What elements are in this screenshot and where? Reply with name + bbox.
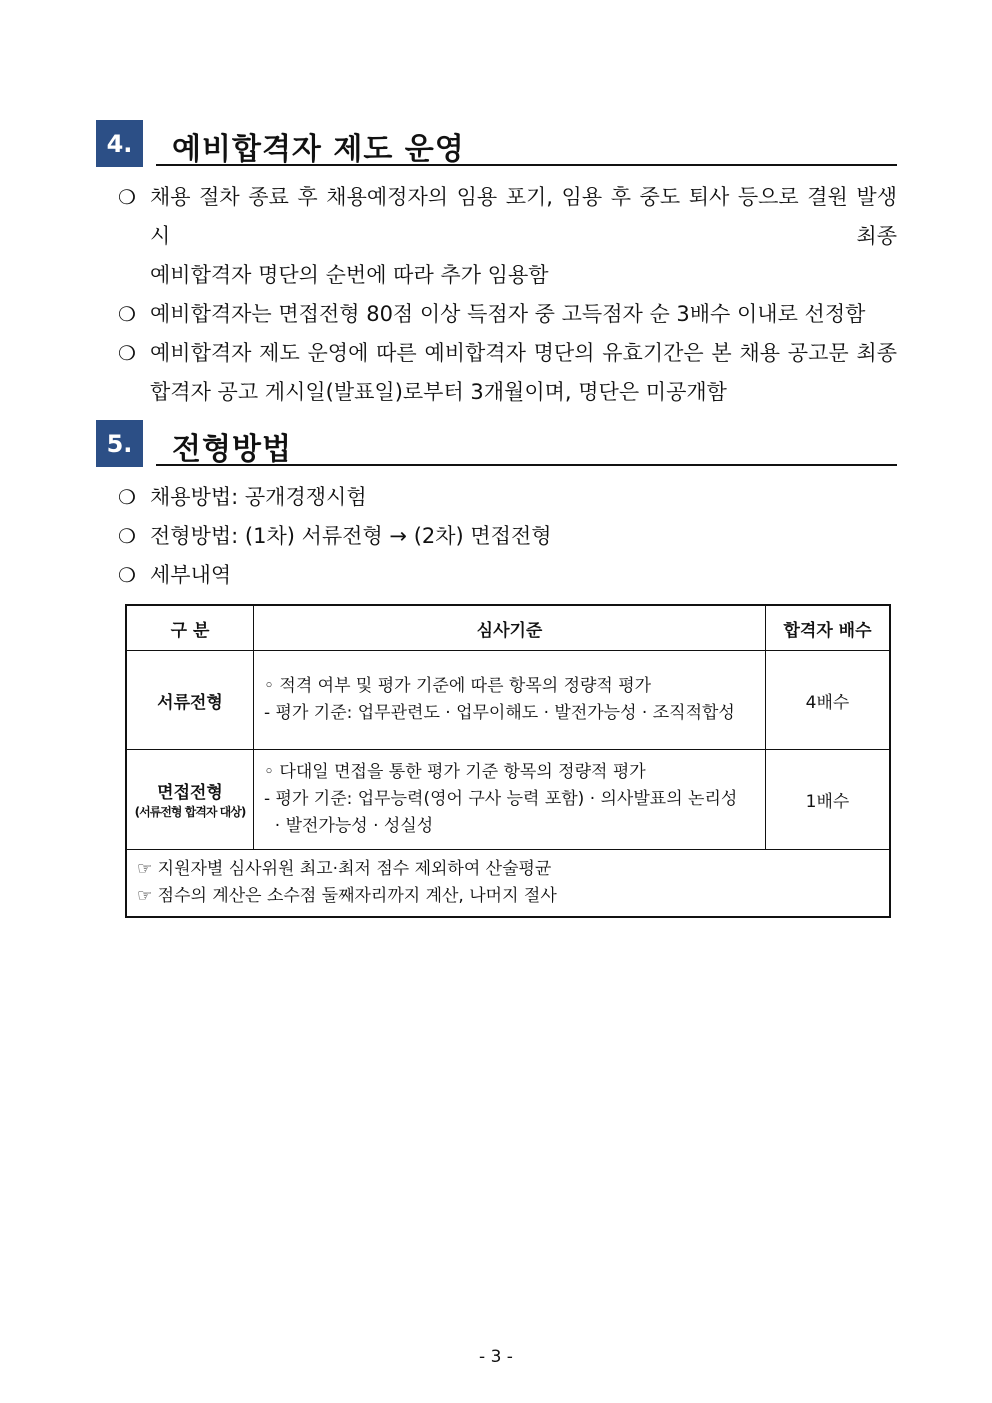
item-text: 채용 절차 종료 후 채용예정자의 임용 포기, 임용 후 중도 퇴사 등으로 결원 발생 시 최종	[150, 185, 897, 248]
ratio-cell: 1배수	[766, 750, 891, 850]
bullet-icon: ❍	[118, 185, 136, 209]
section-5	[96, 420, 897, 587]
item-text: 예비합격자는 면접전형 80점 이상 득점자 중 고득점자 순 3배수 이내로 선정함	[150, 302, 866, 326]
criteria-line: · 발전가능성 · 성실성	[264, 816, 434, 836]
note-line: ☞ 점수의 계산은 소수점 둘째자리까지 계산, 나머지 절사	[137, 886, 557, 906]
bullet-icon: ❍	[118, 302, 136, 326]
list-item	[96, 517, 897, 556]
item-text: 합격자 공고 게시일(발표일)로부터 3개월이며, 명단은 미공개함	[150, 380, 727, 404]
note-line: ☞ 지원자별 심사위원 최고·최저 점수 제외하여 산술평균	[137, 859, 552, 879]
heading-underline	[156, 164, 897, 166]
criteria-table	[125, 604, 891, 918]
category-cell	[126, 750, 254, 850]
list-item	[96, 178, 897, 295]
criteria-line: ◦ 다대일 면접을 통한 평가 기준 항목의 정량적 평가	[264, 762, 646, 782]
category-cell	[126, 651, 254, 750]
criteria-line: - 평가 기준: 업무능력(영어 구사 능력 포함) · 의사발표의 논리성	[264, 789, 738, 809]
column-header: 합격자 배수	[766, 605, 891, 651]
notes-cell	[126, 850, 890, 918]
bullet-icon: ❍	[118, 485, 136, 509]
notes-row	[126, 850, 890, 918]
bullet-icon: ❍	[118, 341, 136, 365]
page-number: - 3 -	[479, 1347, 513, 1367]
list-item	[96, 334, 897, 412]
category-label: 면접전형	[157, 783, 223, 803]
section-title: 전형방법	[172, 432, 292, 467]
column-header: 구 분	[126, 605, 254, 651]
list-item	[96, 556, 897, 595]
item-text: 예비합격자 명단의 순번에 따라 추가 임용함	[150, 263, 549, 287]
table-header-row	[126, 605, 890, 651]
category-sublabel: (서류전형 합격자 대상)	[134, 805, 246, 819]
list-item	[96, 478, 897, 517]
section-4	[96, 120, 897, 404]
bullet-icon: ❍	[118, 524, 136, 548]
criteria-cell	[254, 651, 766, 750]
section-title: 예비합격자 제도 운영	[172, 132, 465, 167]
item-text: 전형방법: (1차) 서류전형 → (2차) 면접전형	[150, 524, 552, 548]
column-header: 심사기준	[254, 605, 766, 651]
ratio-cell: 4배수	[766, 651, 891, 750]
criteria-line: ◦ 적격 여부 및 평가 기준에 따른 항목의 정량적 평가	[264, 676, 652, 696]
criteria-cell	[254, 750, 766, 850]
section-number: 5.	[96, 420, 143, 467]
heading-underline	[156, 464, 897, 466]
section-4-heading	[96, 120, 897, 168]
item-text: 세부내역	[150, 563, 232, 587]
section-5-heading	[96, 420, 897, 468]
table-row	[126, 750, 890, 850]
bullet-icon: ❍	[118, 563, 136, 587]
section-number: 4.	[96, 120, 143, 167]
item-text: 채용방법: 공개경쟁시험	[150, 485, 367, 509]
table-row	[126, 651, 890, 750]
criteria-line: - 평가 기준: 업무관련도 · 업무이해도 · 발전가능성 · 조직적합성	[264, 703, 735, 723]
item-text: 예비합격자 제도 운영에 따른 예비합격자 명단의 유효기간은 본 채용 공고문 최종	[150, 341, 897, 365]
category-label: 서류전형	[157, 692, 223, 713]
list-item	[96, 295, 897, 334]
